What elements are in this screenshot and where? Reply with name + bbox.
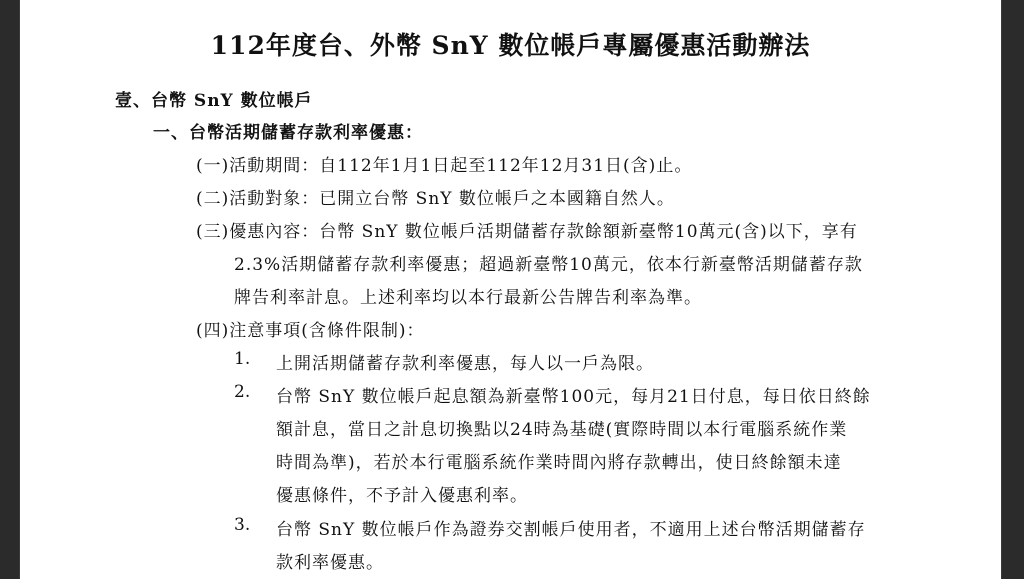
- document-title: 112年度台、外幣 SnY 數位帳戶專屬優惠活動辦法: [210, 31, 811, 60]
- note-2-line-4: 優惠條件，不予計入優惠利率。: [276, 486, 528, 506]
- note-2-line-2: 額計息，當日之計息切換點以24時為基礎(實際時間以本行電腦系統作業: [276, 420, 848, 440]
- item-content-line-3: 牌告利率計息。上述利率均以本行最新公告牌告利率為準。: [234, 288, 702, 308]
- item-target: (二)活動對象：已開立台幣 SnY 數位帳戶之本國籍自然人。: [196, 189, 675, 209]
- item-period: (一)活動期間：自112年1月1日起至112年12月31日(含)止。: [196, 156, 693, 176]
- item-content-line-2: 2.3%活期儲蓄存款利率優惠；超過新臺幣10萬元，依本行新臺幣活期儲蓄存款: [234, 255, 863, 275]
- note-2-line-3: 時間為準)，若於本行電腦系統作業時間內將存款轉出，使日終餘額未達: [276, 453, 842, 473]
- note-number: 2.: [234, 382, 251, 402]
- note-3-line-2: 款利率優惠。: [276, 553, 384, 573]
- item-content-line-1: (三)優惠內容：台幣 SnY 數位帳戶活期儲蓄存款餘額新臺幣10萬元(含)以下，享有: [196, 222, 858, 242]
- note-number: 1.: [234, 349, 251, 369]
- note-3-line-1: 台幣 SnY 數位帳戶作為證券交割帳戶使用者，不適用上述台幣活期儲蓄存: [276, 520, 866, 540]
- note-number: 3.: [234, 515, 251, 535]
- section-heading: 壹、台幣 SnY 數位帳戶: [115, 91, 313, 111]
- notes-heading: (四)注意事項(含條件限制)：: [196, 321, 425, 341]
- note-1-line-1: 上開活期儲蓄存款利率優惠，每人以一戶為限。: [276, 354, 654, 374]
- subsection-heading: 一、台幣活期儲蓄存款利率優惠：: [153, 123, 423, 143]
- note-2-line-1: 台幣 SnY 數位帳戶起息額為新臺幣100元，每月21日付息，每日依日終餘: [276, 387, 871, 407]
- document-page: [20, 0, 1001, 579]
